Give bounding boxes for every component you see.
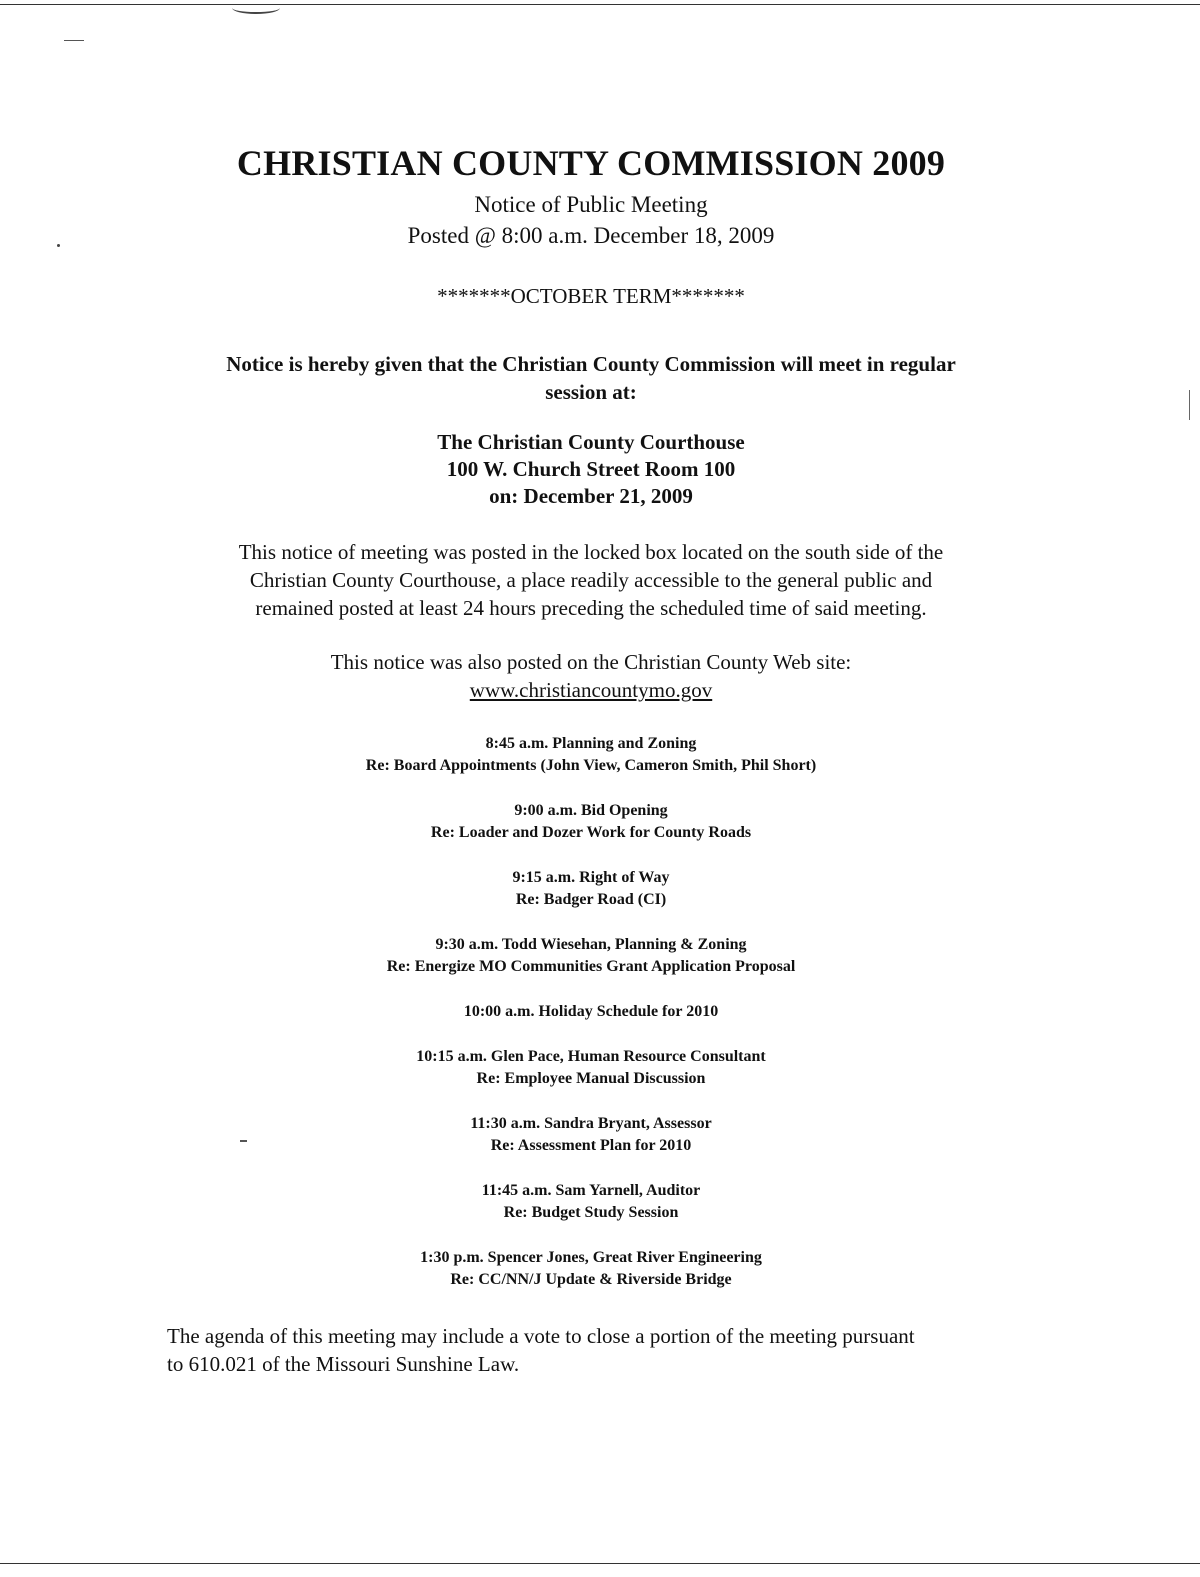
document-subtitle: Notice of Public Meeting [474, 192, 708, 217]
agenda-item [0, 1001, 1182, 1023]
posting-line: remained posted at least 24 hours preceding the scheduled time of said meeting. [255, 596, 927, 620]
posting-line: This notice of meeting was posted in the locked box located on the south side of the [238, 540, 944, 564]
agenda-item-regarding: Re: Employee Manual Discussion [476, 1070, 706, 1087]
agenda-item [0, 867, 1182, 911]
website-link[interactable]: www.christiancountymo.gov [469, 678, 713, 702]
closing-statement [167, 1322, 1067, 1378]
agenda-item [0, 1180, 1182, 1224]
agenda-item-time-title: 10:15 a.m. Glen Pace, Human Resource Consultant [416, 1048, 766, 1065]
agenda-item [0, 800, 1182, 844]
location-street: 100 W. Church Street Room 100 [446, 457, 736, 481]
agenda-item-regarding: Re: Budget Study Session [503, 1204, 679, 1221]
agenda-item [0, 1113, 1182, 1157]
agenda-item-time-title: 11:30 a.m. Sandra Bryant, Assessor [470, 1115, 712, 1132]
posting-line: Christian County Courthouse, a place readily accessible to the general public and [249, 568, 933, 592]
agenda-item-time-title: 9:30 a.m. Todd Wiesehan, Planning & Zoning [435, 936, 747, 953]
agenda-item [0, 1247, 1182, 1291]
closing-line: The agenda of this meeting may include a vote to close a portion of the meeting pursuant [167, 1324, 915, 1348]
notice-statement [0, 350, 1182, 406]
web-notice [0, 648, 1182, 704]
term-heading: *******OCTOBER TERM******* [437, 284, 745, 308]
agenda-item-regarding: Re: Loader and Dozer Work for County Roads [430, 824, 752, 841]
scan-artifact-scratch [232, 2, 280, 14]
web-notice-text: This notice was also posted on the Christian County Web site: [330, 650, 852, 674]
notice-line: Notice is hereby given that the Christian County Commission will meet in regular [226, 352, 956, 376]
document-title: CHRISTIAN COUNTY COMMISSION 2009 [236, 143, 946, 183]
posting-statement [0, 538, 1182, 622]
agenda-item-time-title: 11:45 a.m. Sam Yarnell, Auditor [481, 1182, 701, 1199]
agenda-list [0, 733, 1182, 1314]
agenda-item-regarding: Re: CC/NN/J Update & Riverside Bridge [450, 1271, 732, 1288]
meeting-date: on: December 21, 2009 [489, 484, 693, 508]
agenda-item-regarding: Re: Assessment Plan for 2010 [490, 1137, 692, 1154]
meeting-location [0, 429, 1182, 510]
scan-artifact-mark [64, 40, 84, 41]
agenda-item-regarding: Re: Board Appointments (John View, Cameron Smith, Phil Short) [365, 757, 817, 774]
agenda-item [0, 1046, 1182, 1090]
scan-artifact-top-line [0, 4, 1200, 5]
agenda-item-regarding: Re: Energize MO Communities Grant Application Proposal [386, 958, 796, 975]
agenda-item [0, 733, 1182, 777]
agenda-item-time-title: 8:45 a.m. Planning and Zoning [485, 735, 697, 752]
notice-line: session at: [545, 380, 637, 404]
agenda-item [0, 934, 1182, 978]
posted-date: Posted @ 8:00 a.m. December 18, 2009 [407, 223, 775, 248]
closing-line: to 610.021 of the Missouri Sunshine Law. [167, 1352, 520, 1376]
agenda-item-regarding: Re: Badger Road (CI) [515, 891, 667, 908]
location-building: The Christian County Courthouse [437, 430, 745, 454]
agenda-item-time-title: 1:30 p.m. Spencer Jones, Great River Engineering [420, 1249, 762, 1266]
agenda-item-time-title: 10:00 a.m. Holiday Schedule for 2010 [463, 1003, 719, 1020]
agenda-item-time-title: 9:00 a.m. Bid Opening [514, 802, 668, 819]
scan-artifact-bottom-line [0, 1563, 1200, 1564]
scan-artifact-edge [1189, 390, 1190, 420]
agenda-item-time-title: 9:15 a.m. Right of Way [512, 869, 670, 886]
